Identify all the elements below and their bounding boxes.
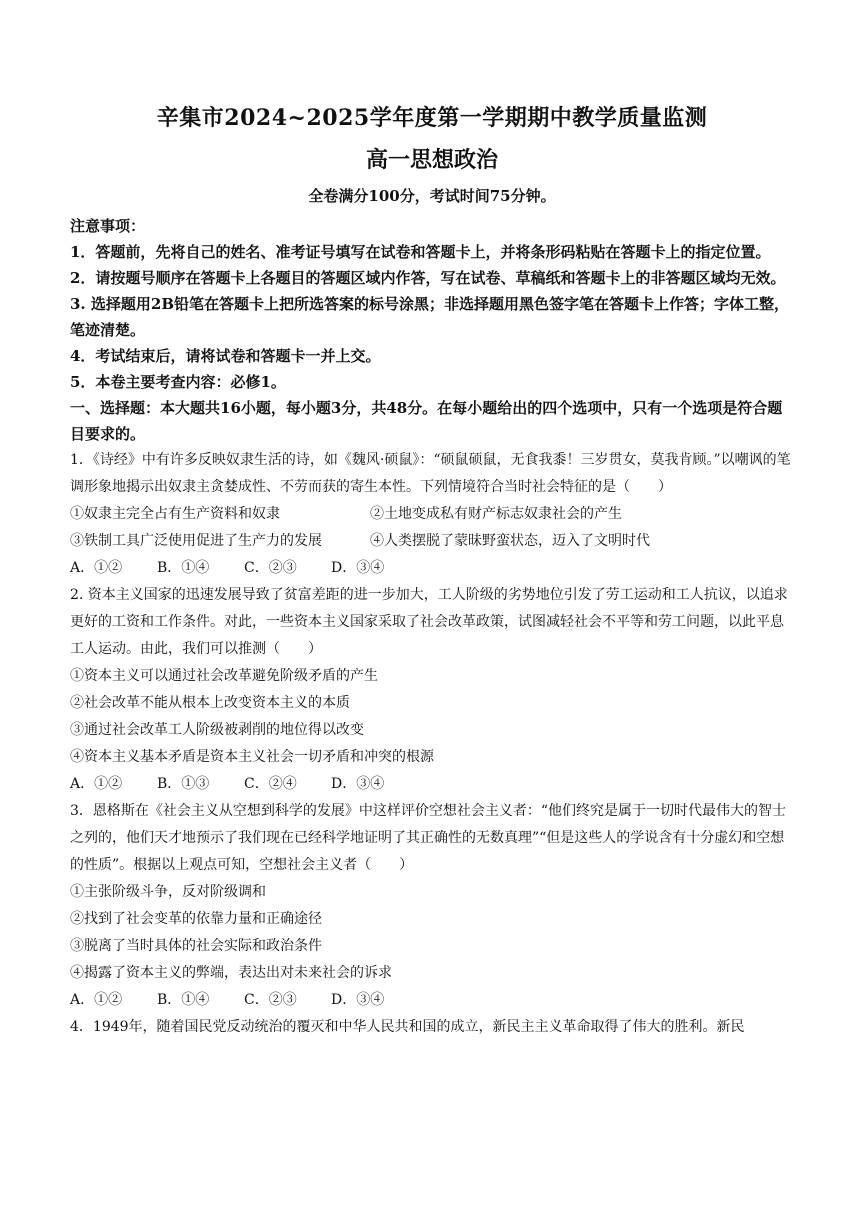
question-4 bbox=[70, 1014, 794, 1041]
notice-heading: 注意事项： bbox=[70, 217, 146, 235]
option: ④揭露了资本主义的弊端，表达出对未来社会的诉求 bbox=[70, 965, 392, 981]
answer-choice: D．③④ bbox=[331, 776, 385, 792]
options-row bbox=[70, 528, 794, 555]
question-stem: 3．恩格斯在《社会主义从空想到科学的发展》中这样评价空想社会主义者：“他们终究是属于一切时代最伟大的智士之列的，他们天才地预示了我们现在已经科学地证明了其正确性的无数真理”“但是这些人的学说含有十分虚幻和空想的性质”。根据以上观点可知，空想社会主义者（ ） bbox=[70, 803, 787, 873]
option: ④人类摆脱了蒙昧野蛮状态，迈入了文明时代 bbox=[370, 533, 650, 549]
notice-item: 5．本卷主要考查内容：必修1。 bbox=[70, 373, 286, 391]
notice-item: 2．请按题号顺序在答题卡上各题目的答题区域内作答，写在试卷、草稿纸和答题卡上的非答题区域均无效。 bbox=[70, 269, 786, 287]
answer-choice: B．①④ bbox=[157, 560, 210, 576]
notice-item: 3. 选择题用2B铅笔在答题卡上把所选答案的标号涂黑；非选择题用黑色签字笔在答题卡上作答；字体工整，笔迹清楚。 bbox=[70, 295, 790, 339]
answer-choice: A．①② bbox=[70, 776, 123, 792]
answer-choice: A．①② bbox=[70, 560, 123, 576]
page-content bbox=[70, 103, 794, 1041]
option: ②社会改革不能从根本上改变资本主义的本质 bbox=[70, 695, 350, 711]
question-3 bbox=[70, 798, 794, 1014]
answer-choices bbox=[70, 555, 794, 582]
answer-choice: A．①② bbox=[70, 992, 123, 1008]
option: ②土地变成私有财产标志奴隶社会的产生 bbox=[370, 506, 622, 522]
option: ①资本主义可以通过社会改革避免阶级矛盾的产生 bbox=[70, 668, 378, 684]
question-stem: 1．《诗经》中有许多反映奴隶生活的诗，如《魏风·硕鼠》：“硕鼠硕鼠，无食我黍！三岁贯女，莫我肯顾。”以嘲讽的笔调形象地揭示出奴隶主贪婪成性、不劳而获的寄生本性。下列情境符合当时社会特征的是（ ） bbox=[70, 452, 791, 495]
options-row bbox=[70, 501, 794, 528]
notice-item: 1．答题前，先将自己的姓名、准考证号填写在试卷和答题卡上，并将条形码粘贴在答题卡上的指定位置。 bbox=[70, 243, 771, 261]
question-2 bbox=[70, 582, 794, 798]
option: ②找到了社会变革的依靠力量和正确途径 bbox=[70, 911, 322, 927]
question-1 bbox=[70, 447, 794, 582]
option: ①奴隶主完全占有生产资料和奴隶 bbox=[70, 506, 280, 522]
answer-choices bbox=[70, 771, 794, 798]
section-heading: 一、选择题：本大题共16小题，每小题3分，共48分。在每小题给出的四个选项中，只有一个选项是符合题目要求的。 bbox=[70, 399, 783, 443]
option: ③脱离了当时具体的社会实际和政治条件 bbox=[70, 938, 322, 954]
option: ③通过社会改革工人阶级被剥削的地位得以改变 bbox=[70, 722, 364, 738]
answer-choice: B．①④ bbox=[157, 992, 210, 1008]
question-stem: 4．1949年，随着国民党反动统治的覆灭和中华人民共和国的成立，新民主主义革命取得了伟大的胜利。新民 bbox=[70, 1019, 745, 1035]
exam-meta: 全卷满分100分，考试时间75分钟。 bbox=[308, 187, 556, 205]
exam-title: 辛集市2024~2025学年度第一学期期中教学质量监测 bbox=[156, 105, 708, 131]
option: ①主张阶级斗争，反对阶级调和 bbox=[70, 884, 266, 900]
option: ③铁制工具广泛使用促进了生产力的发展 bbox=[70, 533, 322, 549]
answer-choices bbox=[70, 987, 794, 1014]
answer-choice: B．①③ bbox=[157, 776, 210, 792]
option: ④资本主义基本矛盾是资本主义社会一切矛盾和冲突的根源 bbox=[70, 749, 434, 765]
notice-item: 4．考试结束后，请将试卷和答题卡一并上交。 bbox=[70, 347, 381, 365]
answer-choice: C．②④ bbox=[244, 776, 297, 792]
answer-choice: C．②③ bbox=[244, 560, 297, 576]
answer-choice: D．③④ bbox=[331, 992, 385, 1008]
answer-choice: D．③④ bbox=[331, 560, 385, 576]
answer-choice: C．②③ bbox=[244, 992, 297, 1008]
question-stem: 2. 资本主义国家的迅速发展导致了贫富差距的进一步加大，工人阶级的劣势地位引发了劳工运动和工人抗议，以追求更好的工资和工作条件。对此，一些资本主义国家采取了社会改革政策，试图减轻社会不平等和劳工问题，以此平息工人运动。由此，我们可以推测（ ） bbox=[70, 587, 788, 657]
exam-subject: 高一思想政治 bbox=[365, 147, 498, 173]
